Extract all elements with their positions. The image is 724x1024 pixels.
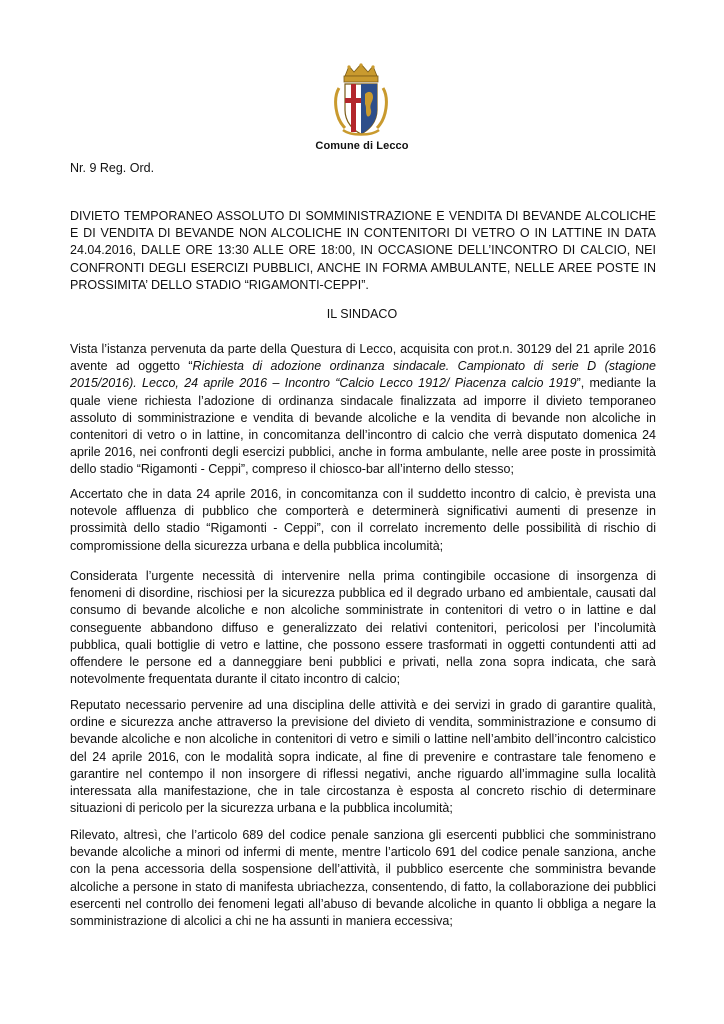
paragraph-vista	[70, 341, 656, 479]
registration-number: Nr. 9 Reg. Ord.	[70, 161, 155, 175]
lecco-coat-of-arms-icon	[331, 62, 391, 138]
comune-name: Comune di Lecco	[315, 140, 409, 152]
ordinance-title	[70, 208, 656, 294]
paragraph-vista-part-b: ”, mediante la quale viene richiesta l’adozione di ordinanza sindacale finalizzata ad imporre il divieto temporaneo assoluto di somministrazione e vendita di bevande alcoliche e la vendita di bevande non alcoliche in contenitori di vetro o in lattine, in concomitanza dell’incontro di calcio che verrà disputato domenica 24 aprile 2016, nei confronti degli esercizi pubblici, anche in forma ambulante, nelle aree poste in prossimità dello stadio “Rigamonti - Ceppi”, compreso il chiosco-bar all’interno dello stesso;	[70, 376, 656, 477]
paragraph-accertato-text: Accertato che in data 24 aprile 2016, in concomitanza con il suddetto incontro di calcio, è prevista una notevole affluenza di pubblico che comporterà e determinerà significativi aumenti di presenze in prossimità dello stadio “Rigamonti - Ceppi”, con il correlato incremento delle possibilità di rischio di compromissione della sicurezza urbana e della pubblica incolumità;	[70, 487, 656, 553]
il-sindaco-heading: IL SINDACO	[326, 307, 398, 321]
paragraph-vista-part-a: Vista l’istanza pervenuta da parte della Questura di Lecco, acquisita con prot.n. 30129 del 21 aprile 2016 avente ad oggetto “	[70, 342, 656, 374]
paragraph-rilevato	[70, 827, 656, 930]
paragraph-reputato-text: Reputato necessario pervenire ad una disciplina delle attività e dei servizi in grado di garantire qualità, ordine e sicurezza anche attraverso la previsione del divieto di vendita, somministrazione e consumo di bevande alcoliche e non alcoliche in contenitori di vetro e simili o lattine nell’ambito dell’incontro calcistico del 24 aprile 2016, con le modalità sopra indicate, al fine di prevenire e contrastare tale fenomeno e garantire nel contempo il non insorgere di riflessi negativi, anche riguardo all’immagine sulla località interessata alla manifestazione, che in tale circostanza è esposta al concreto rischio di determinare situazioni di pericolo per la sicurezza urbana e la pubblica incolumità;	[70, 698, 656, 816]
paragraph-rilevato-text: Rilevato, altresì, che l’articolo 689 del codice penale sanziona gli esercenti pubblici che somministrano bevande alcoliche a minori od infermi di mente, mentre l’articolo 691 del codice penale sanziona, anche con la pena accessoria della sospensione dell’attività, il pubblico esercente che somministra bevande alcoliche a persone in stato di manifesta ubriachezza, consentendo, di fatto, la collaborazione dei pubblici esercenti nel controllo dei fenomeni legati all’abuso di bevande alcoliche in quanto li obbliga a negare la somministrazione di alcolici a chi ne ha assunti in maniera eccessiva;	[70, 828, 656, 929]
paragraph-vista-italic: Richiesta di adozione ordinanza sindacale. Campionato di serie D (stagione 2015/2016). Lecco, 24 aprile 2016 – Incontro “Calcio Lecco 1912/ Piacenza calcio 1919	[70, 359, 656, 391]
paragraph-accertato	[70, 486, 656, 555]
paragraph-considerata	[70, 568, 656, 688]
paragraph-considerata-text: Considerata l’urgente necessità di intervenire nella prima contingibile occasione di insorgenza di fenomeni di disordine, rischiosi per la sicurezza pubblica ed il degrado urbano ed ambientale, causati dal consumo di bevande alcoliche e non alcoliche somministrate in contenitori di vetro o in lattine e dal conseguente abbandono diffuso e generalizzato dei relativi contenitori, pericolosi per l’incolumità pubblica, quali bottiglie di vetro e lattine, che possono essere trasformati in oggetti contundenti atti ad offendere le persone ed a danneggiare beni pubblici e privati, nella zona sopra indicata, che sarà notevolmente frequentata durante il citato incontro di calcio;	[70, 569, 656, 687]
paragraph-reputato	[70, 697, 656, 817]
ordinance-title-text: DIVIETO TEMPORANEO ASSOLUTO DI SOMMINISTRAZIONE E VENDITA DI BEVANDE ALCOLICHE E DI VENDITA DI BEVANDE NON ALCOLICHE IN CONTENITORI DI VETRO O IN LATTINE IN DATA 24.04.2016, DALLE ORE 13:30 ALLE ORE 18:00, IN OCCASIONE DELL’INCONTRO DI CALCIO, NEI CONFRONTI DEGLI ESERCIZI PUBBLICI, ANCHE IN FORMA AMBULANTE, NELLE AREE POSTE IN PROSSIMITA’ DELLO STADIO “RIGAMONTI-CEPPI”.	[70, 209, 656, 292]
